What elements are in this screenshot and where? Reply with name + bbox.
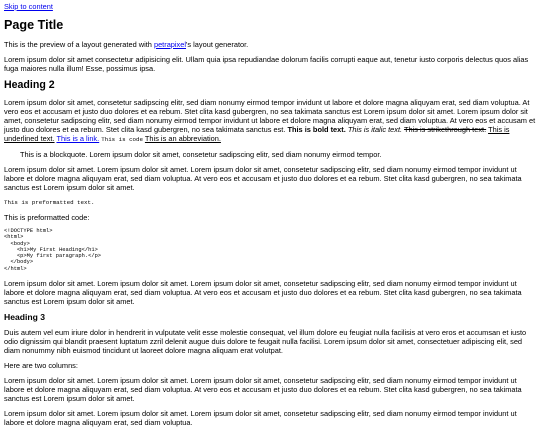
preview-paragraph [4,40,536,49]
columns-intro: Here are two columns: [4,361,78,371]
underlined-text: This is underlined text. [4,125,510,143]
formatting-text: Lorem ipsum dolor sit amet, consetetur sadipscing elitr, sed diam nonumy eirmod tempor invidunt ut labore et dolore magna aliquyam erat, sed diam voluptua. At vero eos et accusam et justo duo dolores et ea rebum. Stet clita kasd gubergren, no sea takimata sanctus est Lorem ipsum dolor sit amet. Lorem ipsum dolor sit amet, consetetur sadipscing elitr, sed diam nonumy eirmod tempor invidunt ut labore et dolore magna aliquyam erat, sed diam voluptua. At vero eos et accusam et justo duo dolores et ea rebum. Stet clita kasd gubergren, no sea takimata sanctus est. [4,98,536,134]
preview-text-after: 's layout generator. [186,40,249,49]
heading-3: Heading 3 [4,312,46,323]
abbreviation: This is an abbreviation. [144,134,221,143]
paragraph-3: Lorem ipsum dolor sit amet. Lorem ipsum dolor sit amet. Lorem ipsum dolor sit amet, consetetur sadipscing elitr, sed diam nonumy eirmod tempor invidunt ut labore et dolore magna aliquyam erat, sed diam voluptua. At vero eos et accusam et justo duo dolores et ea rebum. Stet clita kasd gubergren, no sea takimata sanctus est Lorem ipsum dolor sit amet. [4,279,522,307]
paragraph-4: Duis autem vel eum iriure dolor in hendrerit in vulputate velit esse molestie consequat, vel illum dolore eu feugiat nulla facilisis at vero eros et accumsan et iusto odio dignissim qui blandit praesent luptatum zzril delenit augue duis dolore te feugait nulla facilisi. Lorem ipsum dolor sit amet, consectetuer adipiscing elit, sed diam nonummy nibh euismod tincidunt ut laoreet dolore magna aliquam erat volutpat. [4,328,527,356]
blockquote: This is a blockquote. Lorem ipsum dolor sit amet, consetetur sadipscing elitr, sed diam nonumy eirmod tempor. [20,150,382,159]
page-title: Page Title [4,18,64,32]
preformatted-code-label: This is preformatted code: [4,213,90,222]
example-link[interactable]: This is a link. [56,134,100,143]
code-block: <!DOCTYPE html> <html> <body> <h1>My First Heading</h1> <p>My first paragraph.</p> </body> </html> [4,228,102,272]
intro-paragraph: Lorem ipsum dolor sit amet consectetur adipisicing elit. Ullam quia ipsa repudiandae dolorum facilis corrupti eaque aut, tenetur iusto corporis delectus quos alias fuga maiores nulla illum! Esse, possimus ipsa. [4,55,529,73]
strikethrough-text: This is strikethrough text. [403,125,487,134]
inline-code: This is code [101,136,143,143]
petrapixel-link[interactable]: petrapixel [153,40,186,49]
paragraph-2: Lorem ipsum dolor sit amet. Lorem ipsum dolor sit amet. Lorem ipsum dolor sit amet, consetetur sadipscing elitr, sed diam nonumy eirmod tempor invidunt ut labore et dolore magna aliquyam erat, sed diam voluptua. At vero eos et accusam et justo duo dolores et ea rebum. Stet clita kasd gubergren, no sea takimata sanctus est Lorem ipsum dolor sit amet. [4,165,522,192]
heading-2: Heading 2 [4,79,55,91]
column-paragraph-1: Lorem ipsum dolor sit amet. Lorem ipsum dolor sit amet. Lorem ipsum dolor sit amet, consetetur sadipscing elitr, sed diam nonumy eirmod tempor invidunt ut labore et dolore magna aliquyam erat, sed diam voluptua. At vero eos et accusam et justo duo dolores et ea rebum. Stet clita kasd gubergren, no sea takimata sanctus est Lorem ipsum dolor sit amet. [4,376,522,404]
column-paragraph-2: Lorem ipsum dolor sit amet. Lorem ipsum dolor sit amet. Lorem ipsum dolor sit amet, consetetur sadipscing elitr, sed diam nonumy eirmod tempor invidunt ut labore et dolore magna aliquyam erat, sed diam voluptua. [4,409,517,427]
italic-text: This is italic text. [347,125,403,134]
preformatted-text: This is preformatted text. [4,199,95,206]
preview-text-before: This is the preview of a layout generated with [4,40,154,49]
skip-to-content-link[interactable]: Skip to content [4,2,53,11]
formatting-paragraph [4,98,536,144]
bold-text: This is bold text. [287,125,346,134]
